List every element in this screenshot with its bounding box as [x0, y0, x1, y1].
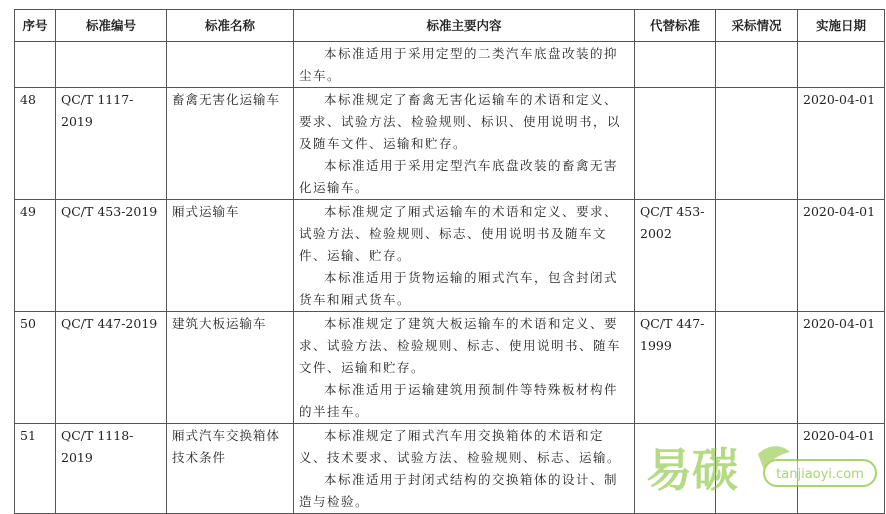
content-cell — [294, 312, 635, 424]
name-cell: 厢式运输车 — [167, 200, 294, 312]
adoption-cell — [716, 312, 798, 424]
code-cell: QC/T 1118-2019 — [56, 424, 167, 514]
name-cell: 厢式汽车交换箱体技术条件 — [167, 424, 294, 514]
content-cell — [294, 88, 635, 200]
content-cell — [294, 200, 635, 312]
seq-cell: 50 — [15, 312, 56, 424]
content-paragraph: 本标准规定了厢式运输车的术语和定义、要求、试验方法、检验规则、标志、使用说明书及随车文件、运输、贮存。 — [299, 204, 619, 263]
content-paragraph: 本标准适用于采用定型汽车底盘改装的畜禽无害化运输车。 — [299, 158, 619, 195]
header-adoption: 采标情况 — [716, 10, 798, 42]
content-cell — [294, 42, 635, 88]
content-paragraph: 本标准规定了建筑大板运输车的术语和定义、要求、试验方法、检验规则、标志、使用说明书、随车文件、运输和贮存。 — [299, 316, 622, 375]
watermark-domain: tanjiaoyi.com — [776, 467, 864, 482]
table-header-row — [15, 10, 885, 42]
code-cell: QC/T 447-2019 — [56, 312, 167, 424]
content-paragraph: 本标准规定了畜禽无害化运输车的术语和定义、要求、试验方法、检验规则、标识、使用说明书，以及随车文件、运输和贮存。 — [299, 92, 622, 151]
date-cell: 2020-04-01 — [798, 200, 885, 312]
watermark-logo-text: 易碳 — [646, 443, 738, 497]
seq-cell: 49 — [15, 200, 56, 312]
name-cell: 畜禽无害化运输车 — [167, 88, 294, 200]
header-name: 标准名称 — [167, 10, 294, 42]
replaces-cell — [635, 88, 716, 200]
content-paragraph: 本标准适用于货物运输的厢式汽车，包含封闭式货车和厢式货车。 — [299, 270, 619, 307]
adoption-cell — [716, 200, 798, 312]
table-row — [15, 88, 885, 200]
header-content: 标准主要内容 — [294, 10, 635, 42]
table-row-continuation — [15, 42, 885, 88]
content-paragraph: 本标准规定了厢式汽车用交换箱体的术语和定义、技术要求、试验方法、检验规则、标志、运输。 — [299, 428, 622, 465]
name-cell: 建筑大板运输车 — [167, 312, 294, 424]
date-cell: 2020-04-01 — [798, 88, 885, 200]
content-paragraph: 本标准适用于采用定型的二类汽车底盘改装的抑尘车。 — [299, 46, 619, 83]
adoption-cell — [716, 88, 798, 200]
site-watermark-logo — [640, 432, 880, 498]
seq-cell: 48 — [15, 88, 56, 200]
replaces-cell: QC/T 453-2002 — [635, 200, 716, 312]
content-paragraph: 本标准适用于运输建筑用预制件等特殊板材构件的半挂车。 — [299, 382, 619, 419]
date-cell: 2020-04-01 — [798, 424, 885, 514]
seq-cell: 51 — [15, 424, 56, 514]
code-cell: QC/T 453-2019 — [56, 200, 167, 312]
header-replaces: 代替标准 — [635, 10, 716, 42]
header-seq: 序号 — [15, 10, 56, 42]
date-cell: 2020-04-01 — [798, 312, 885, 424]
header-date: 实施日期 — [798, 10, 885, 42]
code-cell: QC/T 1117-2019 — [56, 88, 167, 200]
content-paragraph: 本标准适用于封闭式结构的交换箱体的设计、制造与检验。 — [299, 472, 619, 509]
table-row — [15, 200, 885, 312]
replaces-cell: QC/T 447-1999 — [635, 312, 716, 424]
content-cell — [294, 424, 635, 514]
header-code: 标准编号 — [56, 10, 167, 42]
table-row — [15, 312, 885, 424]
